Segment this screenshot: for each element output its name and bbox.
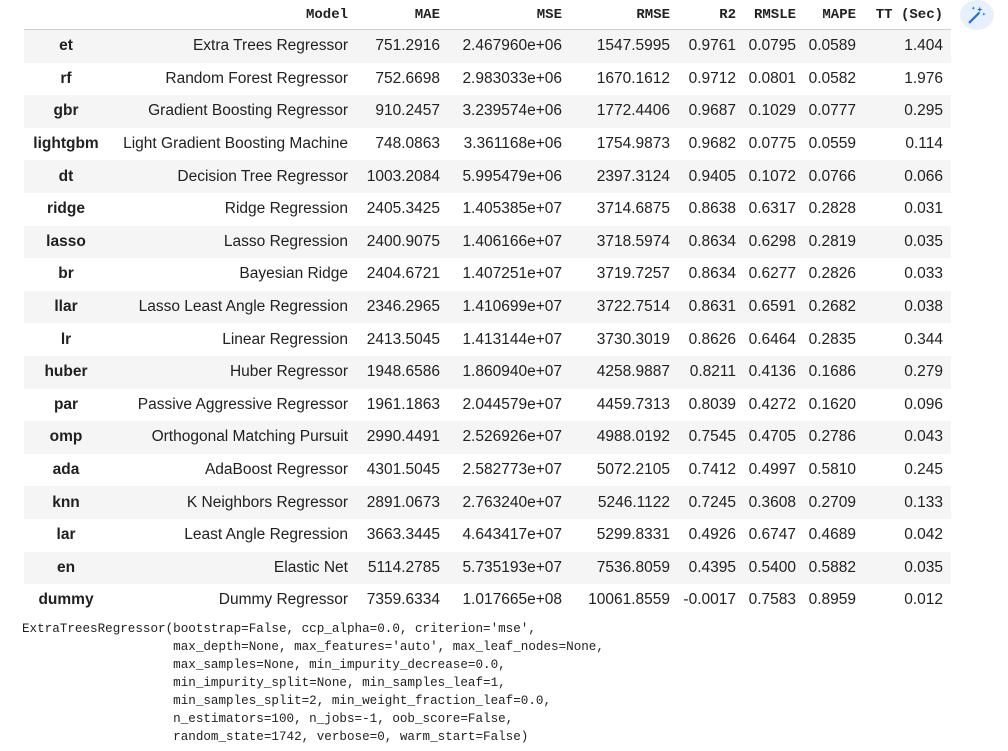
magic-wand-button[interactable] xyxy=(960,0,994,30)
cell-mae: 2413.5045 xyxy=(356,323,448,356)
cell-mape: 0.2709 xyxy=(804,486,864,519)
cell-model: Bayesian Ridge xyxy=(108,258,356,291)
cell-tt-sec: 0.038 xyxy=(864,291,951,324)
cell-tt-sec: 1.976 xyxy=(864,63,951,96)
cell-mae: 1003.2084 xyxy=(356,160,448,193)
cell-model: Huber Regressor xyxy=(108,356,356,389)
cell-mape: 0.2826 xyxy=(804,258,864,291)
table-row xyxy=(24,291,951,324)
cell-tt-sec: 0.043 xyxy=(864,421,951,454)
cell-mse: 5.995479e+06 xyxy=(448,160,570,193)
cell-index: et xyxy=(24,30,108,63)
table-row xyxy=(24,454,951,487)
cell-model: Lasso Least Angle Regression xyxy=(108,291,356,324)
cell-index: knn xyxy=(24,486,108,519)
cell-index: dummy xyxy=(24,584,108,617)
cell-rmse: 5246.1122 xyxy=(570,486,678,519)
cell-index: ridge xyxy=(24,193,108,226)
cell-mse: 4.643417e+07 xyxy=(448,519,570,552)
table-row xyxy=(24,519,951,552)
cell-mae: 2990.4491 xyxy=(356,421,448,454)
cell-index: llar xyxy=(24,291,108,324)
cell-tt-sec: 0.344 xyxy=(864,323,951,356)
cell-rmse: 2397.3124 xyxy=(570,160,678,193)
cell-rmsle: 0.0795 xyxy=(744,30,804,63)
cell-mape: 0.0777 xyxy=(804,95,864,128)
cell-model: Decision Tree Regressor xyxy=(108,160,356,193)
cell-index: gbr xyxy=(24,95,108,128)
header-rmsle: RMSLE xyxy=(744,0,804,30)
cell-mse: 1.413144e+07 xyxy=(448,323,570,356)
cell-mape: 0.1620 xyxy=(804,389,864,422)
cell-rmsle: 0.6747 xyxy=(744,519,804,552)
cell-r2: 0.8039 xyxy=(678,389,744,422)
cell-model: Dummy Regressor xyxy=(108,584,356,617)
cell-rmsle: 0.4997 xyxy=(744,454,804,487)
cell-rmse: 4258.9887 xyxy=(570,356,678,389)
cell-r2: 0.7412 xyxy=(678,454,744,487)
table-row xyxy=(24,584,951,617)
cell-rmsle: 0.6591 xyxy=(744,291,804,324)
cell-mae: 7359.6334 xyxy=(356,584,448,617)
cell-r2: 0.8211 xyxy=(678,356,744,389)
cell-rmse: 1670.1612 xyxy=(570,63,678,96)
cell-r2: 0.8634 xyxy=(678,226,744,259)
cell-mse: 2.467960e+06 xyxy=(448,30,570,63)
cell-r2: 0.9761 xyxy=(678,30,744,63)
cell-tt-sec: 0.042 xyxy=(864,519,951,552)
cell-mse: 2.983033e+06 xyxy=(448,63,570,96)
cell-r2: 0.8638 xyxy=(678,193,744,226)
cell-tt-sec: 0.096 xyxy=(864,389,951,422)
cell-model: Light Gradient Boosting Machine xyxy=(108,128,356,161)
cell-mape: 0.2828 xyxy=(804,193,864,226)
cell-index: br xyxy=(24,258,108,291)
cell-rmsle: 0.6317 xyxy=(744,193,804,226)
cell-tt-sec: 0.035 xyxy=(864,552,951,585)
cell-index: lar xyxy=(24,519,108,552)
cell-mse: 1.406166e+07 xyxy=(448,226,570,259)
table-row xyxy=(24,356,951,389)
cell-rmsle: 0.3608 xyxy=(744,486,804,519)
cell-mape: 0.0582 xyxy=(804,63,864,96)
cell-rmsle: 0.1072 xyxy=(744,160,804,193)
table-row xyxy=(24,160,951,193)
cell-mape: 0.5810 xyxy=(804,454,864,487)
cell-rmsle: 0.4705 xyxy=(744,421,804,454)
cell-r2: 0.9405 xyxy=(678,160,744,193)
cell-tt-sec: 0.066 xyxy=(864,160,951,193)
cell-tt-sec: 0.012 xyxy=(864,584,951,617)
cell-rmsle: 0.4136 xyxy=(744,356,804,389)
cell-model: K Neighbors Regressor xyxy=(108,486,356,519)
cell-r2: 0.4395 xyxy=(678,552,744,585)
cell-mae: 2891.0673 xyxy=(356,486,448,519)
cell-index: en xyxy=(24,552,108,585)
table-row xyxy=(24,486,951,519)
results-table-container xyxy=(24,0,951,617)
cell-rmse: 4988.0192 xyxy=(570,421,678,454)
cell-index: par xyxy=(24,389,108,422)
table-row xyxy=(24,389,951,422)
table-row xyxy=(24,323,951,356)
cell-tt-sec: 1.404 xyxy=(864,30,951,63)
cell-rmsle: 0.0775 xyxy=(744,128,804,161)
cell-r2: 0.8626 xyxy=(678,323,744,356)
cell-rmse: 1547.5995 xyxy=(570,30,678,63)
cell-r2: 0.9712 xyxy=(678,63,744,96)
cell-model: Lasso Regression xyxy=(108,226,356,259)
cell-rmse: 3730.3019 xyxy=(570,323,678,356)
table-row xyxy=(24,63,951,96)
cell-mse: 2.044579e+07 xyxy=(448,389,570,422)
cell-tt-sec: 0.114 xyxy=(864,128,951,161)
cell-r2: 0.9682 xyxy=(678,128,744,161)
header-tt-sec: TT (Sec) xyxy=(864,0,951,30)
cell-mse: 1.410699e+07 xyxy=(448,291,570,324)
table-row xyxy=(24,193,951,226)
cell-rmse: 5299.8331 xyxy=(570,519,678,552)
cell-rmse: 7536.8059 xyxy=(570,552,678,585)
table-row xyxy=(24,95,951,128)
cell-r2: -0.0017 xyxy=(678,584,744,617)
cell-rmse: 5072.2105 xyxy=(570,454,678,487)
cell-mae: 2346.2965 xyxy=(356,291,448,324)
cell-rmsle: 0.4272 xyxy=(744,389,804,422)
header-r2: R2 xyxy=(678,0,744,30)
model-comparison-table xyxy=(24,0,951,617)
cell-model: Orthogonal Matching Pursuit xyxy=(108,421,356,454)
cell-rmse: 1754.9873 xyxy=(570,128,678,161)
cell-model: Ridge Regression xyxy=(108,193,356,226)
magic-wand-icon xyxy=(966,4,988,26)
cell-rmse: 3719.7257 xyxy=(570,258,678,291)
cell-mse: 2.763240e+07 xyxy=(448,486,570,519)
cell-mae: 2405.3425 xyxy=(356,193,448,226)
cell-rmsle: 0.6464 xyxy=(744,323,804,356)
cell-tt-sec: 0.031 xyxy=(864,193,951,226)
cell-model: Extra Trees Regressor xyxy=(108,30,356,63)
header-model: Model xyxy=(108,0,356,30)
cell-mape: 0.2835 xyxy=(804,323,864,356)
cell-mse: 1.405385e+07 xyxy=(448,193,570,226)
cell-index: omp xyxy=(24,421,108,454)
cell-r2: 0.7545 xyxy=(678,421,744,454)
cell-model: Passive Aggressive Regressor xyxy=(108,389,356,422)
cell-index: lasso xyxy=(24,226,108,259)
cell-rmsle: 0.5400 xyxy=(744,552,804,585)
cell-index: huber xyxy=(24,356,108,389)
cell-mae: 910.2457 xyxy=(356,95,448,128)
cell-mae: 1961.1863 xyxy=(356,389,448,422)
header-rmse: RMSE xyxy=(570,0,678,30)
table-row xyxy=(24,30,951,63)
cell-rmsle: 0.7583 xyxy=(744,584,804,617)
table-row xyxy=(24,421,951,454)
cell-mae: 748.0863 xyxy=(356,128,448,161)
table-row xyxy=(24,128,951,161)
cell-mse: 1.017665e+08 xyxy=(448,584,570,617)
cell-mape: 0.2786 xyxy=(804,421,864,454)
cell-mae: 752.6698 xyxy=(356,63,448,96)
cell-mae: 2400.9075 xyxy=(356,226,448,259)
header-mape: MAPE xyxy=(804,0,864,30)
cell-mape: 0.5882 xyxy=(804,552,864,585)
cell-index: lr xyxy=(24,323,108,356)
cell-mae: 5114.2785 xyxy=(356,552,448,585)
header-mae: MAE xyxy=(356,0,448,30)
cell-mae: 4301.5045 xyxy=(356,454,448,487)
cell-tt-sec: 0.279 xyxy=(864,356,951,389)
cell-tt-sec: 0.245 xyxy=(864,454,951,487)
cell-model: Random Forest Regressor xyxy=(108,63,356,96)
cell-index: dt xyxy=(24,160,108,193)
cell-mape: 0.8959 xyxy=(804,584,864,617)
header-mse: MSE xyxy=(448,0,570,30)
cell-mse: 5.735193e+07 xyxy=(448,552,570,585)
cell-tt-sec: 0.033 xyxy=(864,258,951,291)
cell-mse: 2.582773e+07 xyxy=(448,454,570,487)
cell-model: Least Angle Regression xyxy=(108,519,356,552)
cell-tt-sec: 0.035 xyxy=(864,226,951,259)
cell-index: lightgbm xyxy=(24,128,108,161)
table-row xyxy=(24,552,951,585)
cell-mape: 0.2819 xyxy=(804,226,864,259)
cell-mae: 1948.6586 xyxy=(356,356,448,389)
cell-rmse: 10061.8559 xyxy=(570,584,678,617)
header-index xyxy=(24,0,108,30)
cell-mape: 0.0559 xyxy=(804,128,864,161)
cell-mae: 2404.6721 xyxy=(356,258,448,291)
cell-model: Gradient Boosting Regressor xyxy=(108,95,356,128)
cell-mae: 3663.3445 xyxy=(356,519,448,552)
cell-tt-sec: 0.295 xyxy=(864,95,951,128)
cell-model: AdaBoost Regressor xyxy=(108,454,356,487)
cell-mape: 0.0589 xyxy=(804,30,864,63)
cell-mape: 0.1686 xyxy=(804,356,864,389)
cell-rmse: 3722.7514 xyxy=(570,291,678,324)
table-row xyxy=(24,258,951,291)
model-output-text: ExtraTreesRegressor(bootstrap=False, ccp_alpha=0.0, criterion='mse', max_depth=None, max_features='auto', max_leaf_nodes=None, max_samples=None, min_impurity_decrease=0.0, min_impurity_split=None, min_samples_leaf=1, min_samples_split=2, min_weight_fraction_leaf=0.0, n_estimators=100, n_jobs=-1, oob_score=False, random_state=1742, verbose=0, warm_start=False) xyxy=(22,622,604,744)
cell-r2: 0.8631 xyxy=(678,291,744,324)
cell-rmsle: 0.6298 xyxy=(744,226,804,259)
cell-rmse: 4459.7313 xyxy=(570,389,678,422)
cell-index: ada xyxy=(24,454,108,487)
cell-rmse: 3714.6875 xyxy=(570,193,678,226)
cell-r2: 0.9687 xyxy=(678,95,744,128)
cell-mse: 3.361168e+06 xyxy=(448,128,570,161)
cell-mse: 1.407251e+07 xyxy=(448,258,570,291)
cell-mae: 751.2916 xyxy=(356,30,448,63)
cell-model: Linear Regression xyxy=(108,323,356,356)
cell-r2: 0.7245 xyxy=(678,486,744,519)
cell-rmse: 1772.4406 xyxy=(570,95,678,128)
cell-rmsle: 0.1029 xyxy=(744,95,804,128)
cell-tt-sec: 0.133 xyxy=(864,486,951,519)
table-body xyxy=(24,30,951,617)
table-header-row xyxy=(24,0,951,30)
cell-mape: 0.0766 xyxy=(804,160,864,193)
cell-mse: 3.239574e+06 xyxy=(448,95,570,128)
cell-index: rf xyxy=(24,63,108,96)
cell-mse: 1.860940e+07 xyxy=(448,356,570,389)
cell-mape: 0.2682 xyxy=(804,291,864,324)
cell-r2: 0.8634 xyxy=(678,258,744,291)
cell-rmsle: 0.0801 xyxy=(744,63,804,96)
cell-mse: 2.526926e+07 xyxy=(448,421,570,454)
cell-rmsle: 0.6277 xyxy=(744,258,804,291)
cell-rmse: 3718.5974 xyxy=(570,226,678,259)
cell-mape: 0.4689 xyxy=(804,519,864,552)
cell-model: Elastic Net xyxy=(108,552,356,585)
cell-r2: 0.4926 xyxy=(678,519,744,552)
table-row xyxy=(24,226,951,259)
